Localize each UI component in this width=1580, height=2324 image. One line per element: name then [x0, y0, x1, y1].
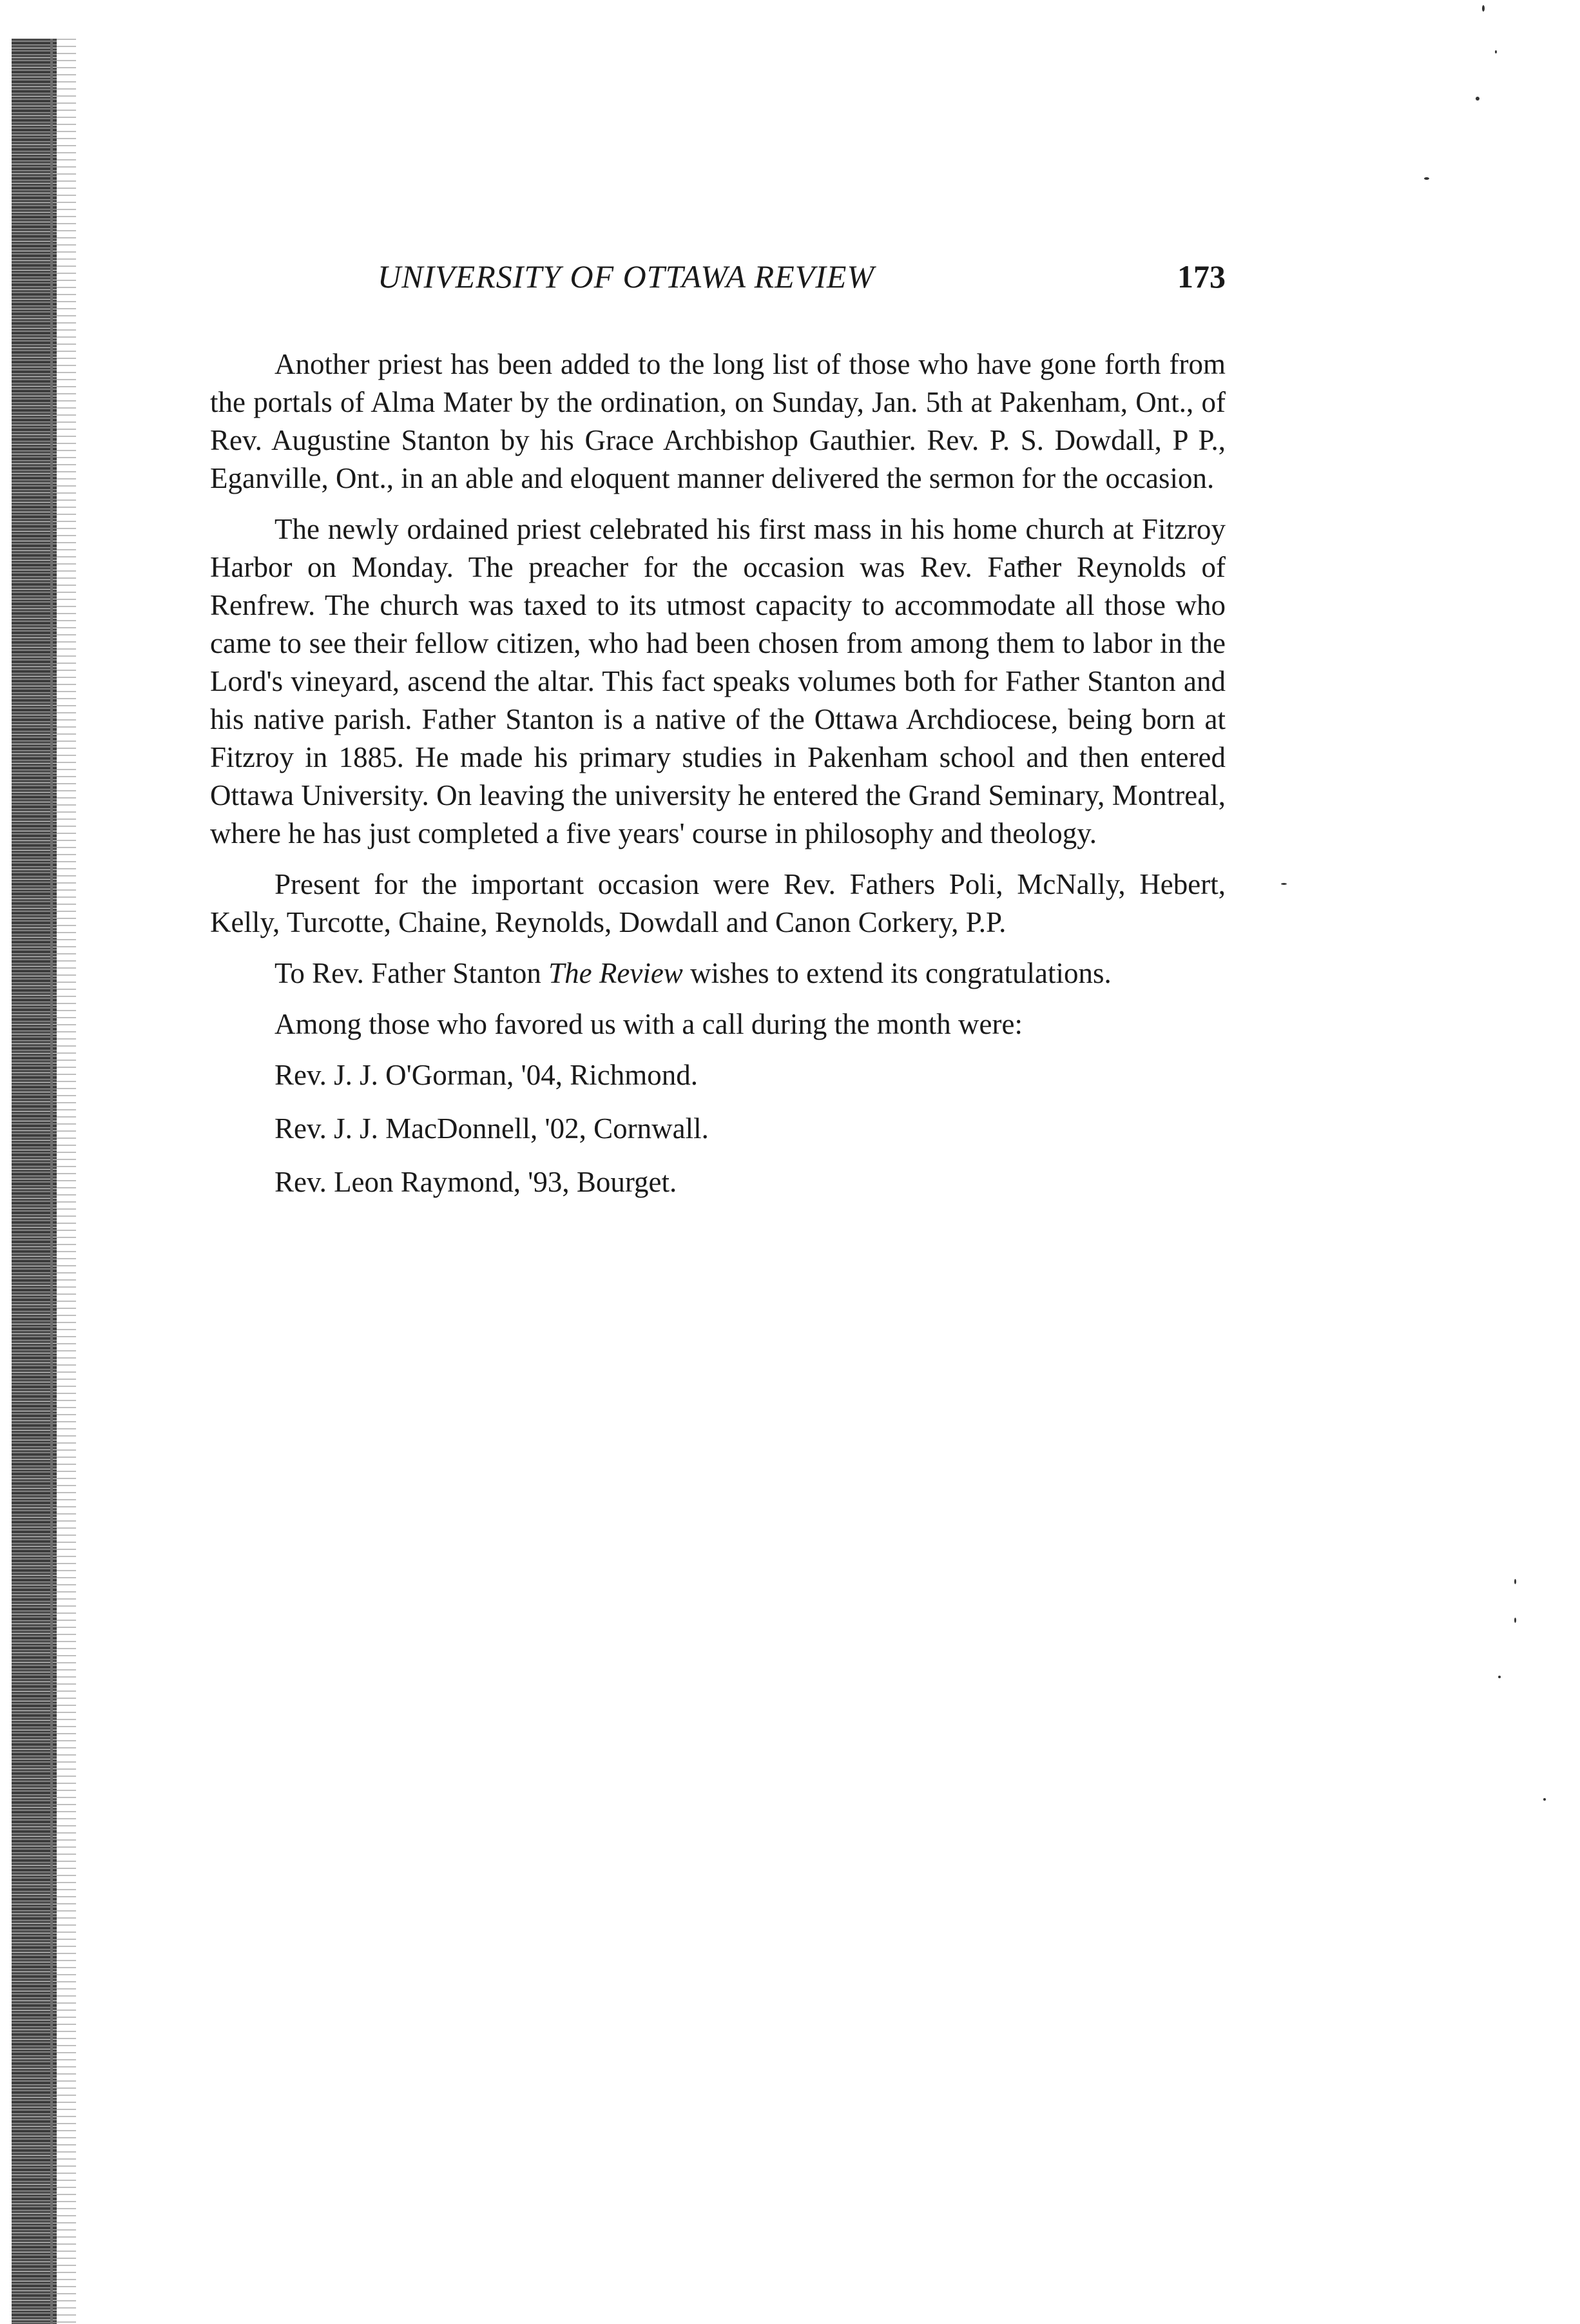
paragraph-congratulations	[210, 954, 1226, 993]
scan-speck	[1482, 5, 1485, 12]
scan-speck	[1476, 97, 1479, 101]
scanned-binding-shadow	[57, 39, 76, 2324]
scanned-binding-edge	[12, 39, 57, 2324]
visitor-entry: Rev. J. J. MacDonnell, '02, Cornwall.	[275, 1112, 709, 1145]
scan-speck	[1514, 1618, 1516, 1623]
paragraph-first-mass: The newly ordained priest celebrated his first mass in his home church at Fitzroy Harbor on Monday. The preacher for the occasion was Rev. Father Reynolds of Renfrew. The church was taxed to its utmost capacity to accommodate all those who came to see their fellow citizen, who had been chosen from among them to labor in the Lord's vineyard, ascend the altar. This fact speaks volumes both for Father Stanton and his native parish. Father Stanton is a native of the Ottawa Archdiocese, being born at Fitzroy in 1885. He made his primary studies in Pakenham school and then entered Ottawa University. On leaving the university he entered the Grand Seminary, Montreal, where he has just completed a five years' course in philosophy and theology.	[210, 513, 1226, 849]
running-head	[210, 258, 1226, 309]
visitor-entry: Rev. Leon Raymond, '93, Bourget.	[275, 1166, 677, 1198]
paragraph-visitors-intro: Among those who favored us with a call during the month were:	[275, 1008, 1023, 1040]
congrats-text-after: wishes to extend its congratulations.	[682, 957, 1112, 989]
page-number: 173	[1177, 258, 1226, 295]
paragraph-ordination: Another priest has been added to the long list of those who have gone forth from the portals of Alma Mater by the ordination, on Sunday, Jan. 5th at Pakenham, Ont., of Rev. Augustine Stanton by his Grace Archbishop Gauthier. Rev. P. S. Dowdall, P P., Eganville, Ont., in an able and eloquent manner delivered the sermon for the occasion.	[210, 348, 1226, 494]
article-body	[210, 345, 1226, 1201]
scan-speck	[1424, 177, 1429, 180]
paragraph-present: Present for the important occasion were Rev. Fathers Poli, McNally, Hebert, Kelly, Turcotte, Chaine, Reynolds, Dowdall and Canon Corkery, P.P.	[210, 868, 1226, 938]
scan-speck	[1281, 883, 1287, 885]
page-content	[210, 258, 1226, 1217]
congrats-text-before: To Rev. Father Stanton	[275, 957, 549, 989]
review-title-italic: The Review	[548, 957, 683, 989]
visitor-entry: Rev. J. J. O'Gorman, '04, Richmond.	[275, 1059, 698, 1091]
scan-speck	[1498, 1676, 1501, 1678]
running-title: UNIVERSITY OF OTTAWA REVIEW	[378, 258, 875, 295]
scan-speck	[1514, 1579, 1516, 1584]
scan-speck	[1495, 50, 1497, 53]
scan-speck	[1543, 1798, 1546, 1801]
